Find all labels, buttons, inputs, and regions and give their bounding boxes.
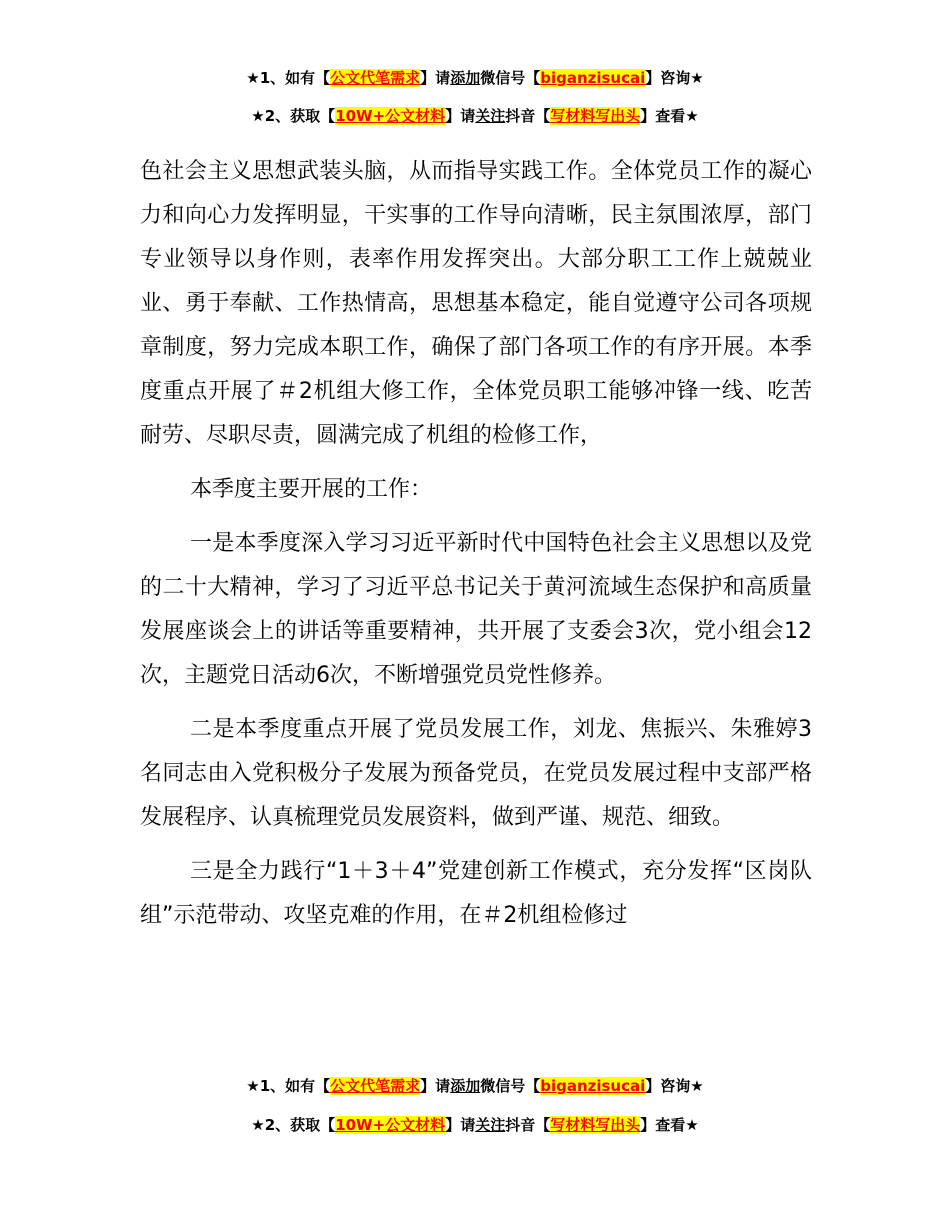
promo-underline-follow: 关注 xyxy=(475,1116,506,1134)
promo-prefix: ★2、获取【 xyxy=(251,1116,336,1134)
promo-text: 抖音【 xyxy=(505,107,551,125)
promo-highlight-materials: 10W+公文材料 xyxy=(335,107,446,125)
promo-highlight-wechat-id: biganzisucai xyxy=(540,69,646,87)
header-promo-line-2 xyxy=(0,106,950,126)
promo-text: 】请 xyxy=(420,69,451,87)
promo-text: 微信号【 xyxy=(480,69,541,87)
promo-underline-add: 添加 xyxy=(450,1077,481,1095)
promo-highlight-materials: 10W+公文材料 xyxy=(335,1116,446,1134)
promo-highlight-service: 公文代笔需求 xyxy=(330,69,421,87)
promo-text: 】请 xyxy=(445,107,476,125)
promo-suffix: 】查看★ xyxy=(640,1116,699,1134)
promo-text: 】请 xyxy=(420,1077,451,1095)
promo-highlight-wechat-id: biganzisucai xyxy=(540,1077,646,1095)
promo-text: 】请 xyxy=(445,1116,476,1134)
paragraph-item-1: 一是本季度深入学习习近平新时代中国特色社会主义思想以及党的二十大精神，学习了习近平总书记关于黄河流域生态保护和高质量发展座谈会上的讲话等重要精神，共开展了支委会3次，党小组会12次，主题党日活动6次，不断增强党员党性修养。 xyxy=(140,531,812,688)
promo-highlight-service: 公文代笔需求 xyxy=(330,1077,421,1095)
promo-prefix: ★1、如有【 xyxy=(246,1077,331,1095)
header-promo-line-1 xyxy=(0,68,950,88)
promo-suffix: 】查看★ xyxy=(640,107,699,125)
promo-highlight-douyin-id: 写材料写出头 xyxy=(550,107,641,125)
promo-suffix: 】咨询★ xyxy=(645,69,704,87)
footer-promo-line-2 xyxy=(0,1115,950,1135)
promo-prefix: ★1、如有【 xyxy=(246,69,331,87)
promo-highlight-douyin-id: 写材料写出头 xyxy=(550,1116,641,1134)
promo-suffix: 】咨询★ xyxy=(645,1077,704,1095)
promo-text: 微信号【 xyxy=(480,1077,541,1095)
document-body xyxy=(140,150,812,938)
footer-promo-line-1 xyxy=(0,1076,950,1096)
paragraph-continuation: 色社会主义思想武装头脑，从而指导实践工作。全体党员工作的凝心力和向心力发挥明显，干实事的工作导向清晰，民主氛围浓厚，部门专业领导以身作则，表率作用发挥突出。大部分职工工作上兢兢业业、勇于奉献、工作热情高，思想基本稳定，能自觉遵守公司各项规章制度，努力完成本职工作，确保了部门各项工作的有序开展。本季度重点开展了＃2机组大修工作，全体党员职工能够冲锋一线、吃苦耐劳、尽职尽责，圆满完成了机组的检修工作， xyxy=(140,159,812,448)
paragraph-item-3: 三是全力践行“1＋3＋4”党建创新工作模式，充分发挥“区岗队组”示范带动、攻坚克难的作用，在＃2机组检修过 xyxy=(140,859,812,928)
promo-prefix: ★2、获取【 xyxy=(251,107,336,125)
promo-text: 抖音【 xyxy=(505,1116,551,1134)
paragraph-work-intro: 本季度主要开展的工作： xyxy=(190,477,433,502)
paragraph-item-2: 二是本季度重点开展了党员发展工作，刘龙、焦振兴、朱雅婷3名同志由入党积极分子发展为预备党员，在党员发展过程中支部严格发展程序、认真梳理党员发展资料，做到严谨、规范、细致。 xyxy=(140,717,812,830)
promo-underline-add: 添加 xyxy=(450,69,481,87)
promo-underline-follow: 关注 xyxy=(475,107,506,125)
